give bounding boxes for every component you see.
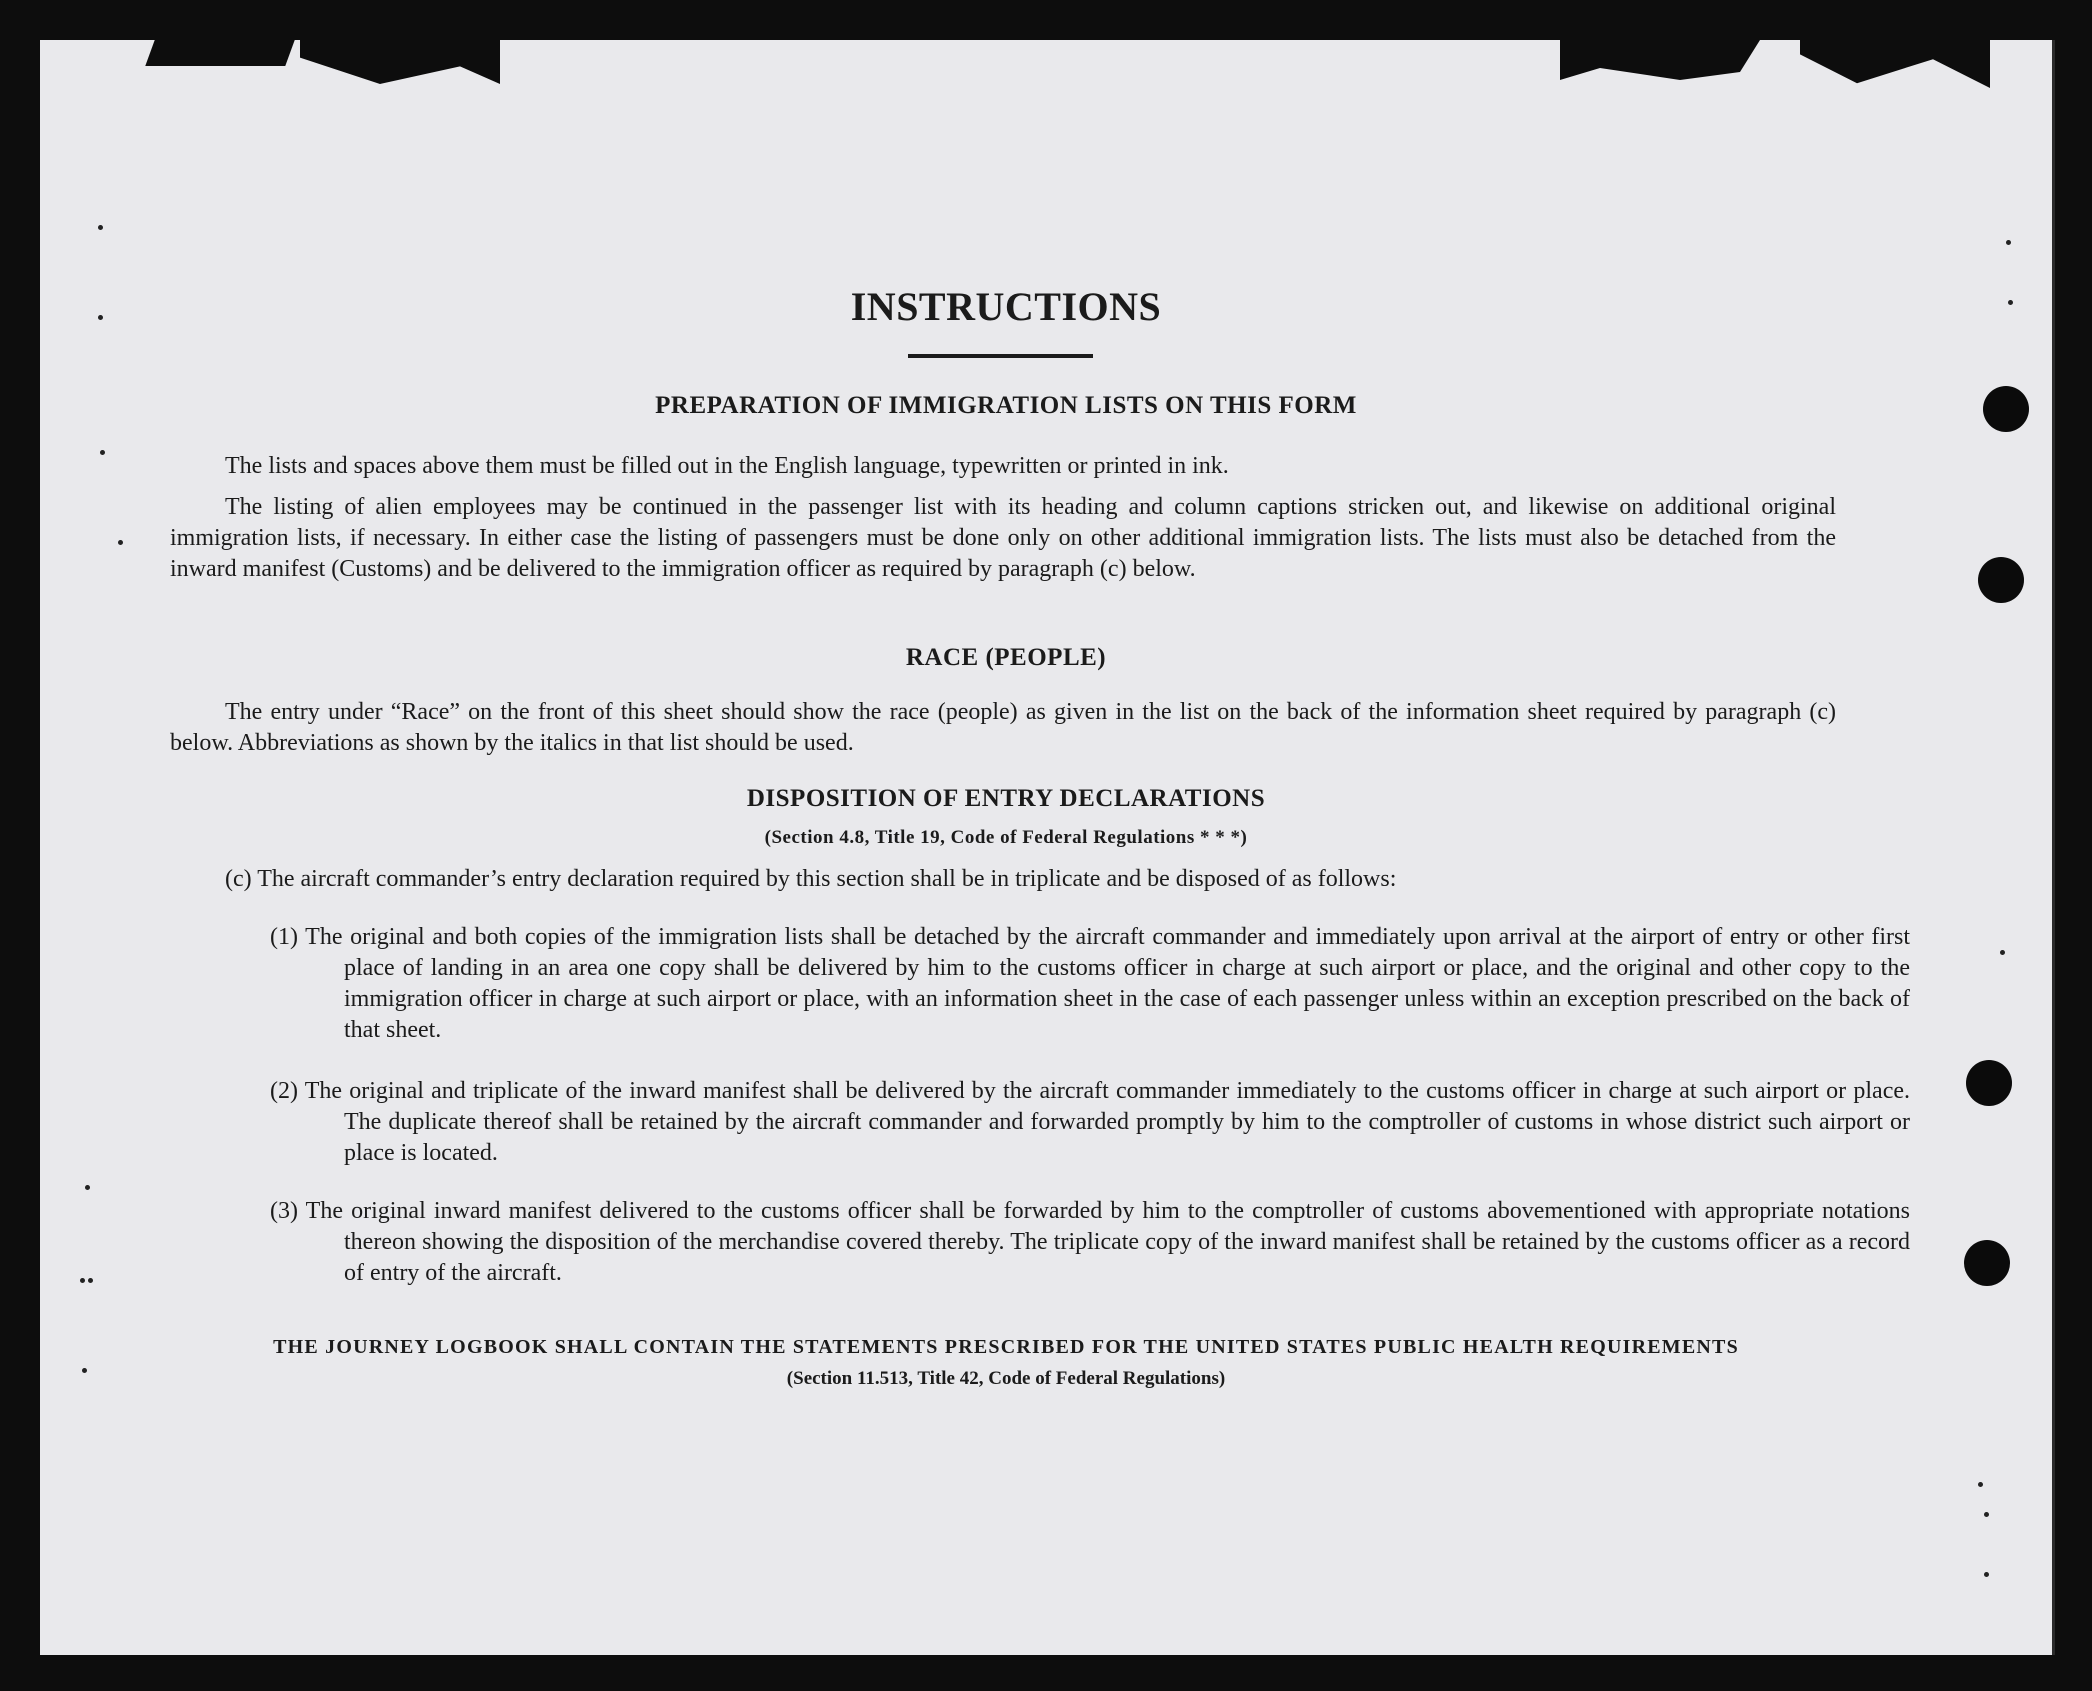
speck [88,1278,93,1283]
preparation-paragraph-1: The lists and spaces above them must be filled out in the English language, typewritten or printed in ink. [225,453,1229,479]
speck [85,1185,90,1190]
disposition-subheading: (Section 4.8, Title 19, Code of Federal Regulations * * *) [764,827,1248,848]
speck [100,450,105,455]
disposition-item-3: (3) The original inward manifest delivered to the customs officer shall be forwarded by him to the comptroller of customs abovementioned with appropriate notations thereon showing the disposition of the merchandise covered thereby. The triplicate copy of the inward manifest shall be retained by the customs officer as a record of entry of the aircraft. [270,1198,1910,1286]
preparation-heading: PREPARATION OF IMMIGRATION LISTS ON THIS FORM [655,392,1357,419]
footer-citation: (Section 11.513, Title 42, Code of Federal Regulations) [786,1368,1226,1389]
speck [2006,240,2011,245]
disposition-intro: (c) The aircraft commander’s entry declaration required by this section shall be in triplicate and be disposed of as follows: [225,866,1397,892]
title-underline [908,354,1093,358]
torn-edge [145,40,294,66]
speck [2000,950,2005,955]
speck [80,1278,85,1283]
speck [1984,1512,1989,1517]
preparation-paragraph-2: The listing of alien employees may be continued in the passenger list with its heading and column captions stricken out, and likewise on additional original immigration lists, if necessary. In either case the listing of passengers must be done only on other additional immigration lists. The lists must also be detached from the inward manifest (Customs) and be delivered to the immigration officer as required by paragraph (c) below. [170,494,1836,582]
race-heading: RACE (PEOPLE) [905,644,1107,671]
punch-hole [1964,1240,2010,1286]
disposition-item-2: (2) The original and triplicate of the inward manifest shall be delivered by the aircraft commander immediately to the customs officer in charge at such airport or place. The duplicate thereof shall be retained by the aircraft commander and forwarded promptly by him to the comptroller of customs in whose district such airport or place is located. [270,1078,1910,1166]
disposition-heading: DISPOSITION OF ENTRY DECLARATIONS [746,785,1266,812]
speck [1984,1572,1989,1577]
punch-hole [1978,557,2024,603]
speck [98,225,103,230]
speck [1978,1482,1983,1487]
footer-statement: THE JOURNEY LOGBOOK SHALL CONTAIN THE STATEMENTS PRESCRIBED FOR THE UNITED STATES PUBLIC HEALTH REQUIREMENTS [273,1336,1739,1358]
race-paragraph: The entry under “Race” on the front of this sheet should show the race (people) as given in the list on the back of the information sheet required by paragraph (c) below. Abbreviations as shown by the italics in that list should be used. [170,699,1836,756]
document-title: INSTRUCTIONS [850,284,1162,329]
punch-hole [1966,1060,2012,1106]
disposition-item-1: (1) The original and both copies of the immigration lists shall be detached by the aircraft commander and immediately upon arrival at the airport of entry or other first place of landing in an area one copy shall be delivered by him to the customs officer in charge at such airport or place, and the original and other copy to the immigration officer in charge at such airport or place, with an information sheet in the case of each passenger unless within an exception prescribed on the back of that sheet. [270,924,1910,1043]
speck [118,540,123,545]
